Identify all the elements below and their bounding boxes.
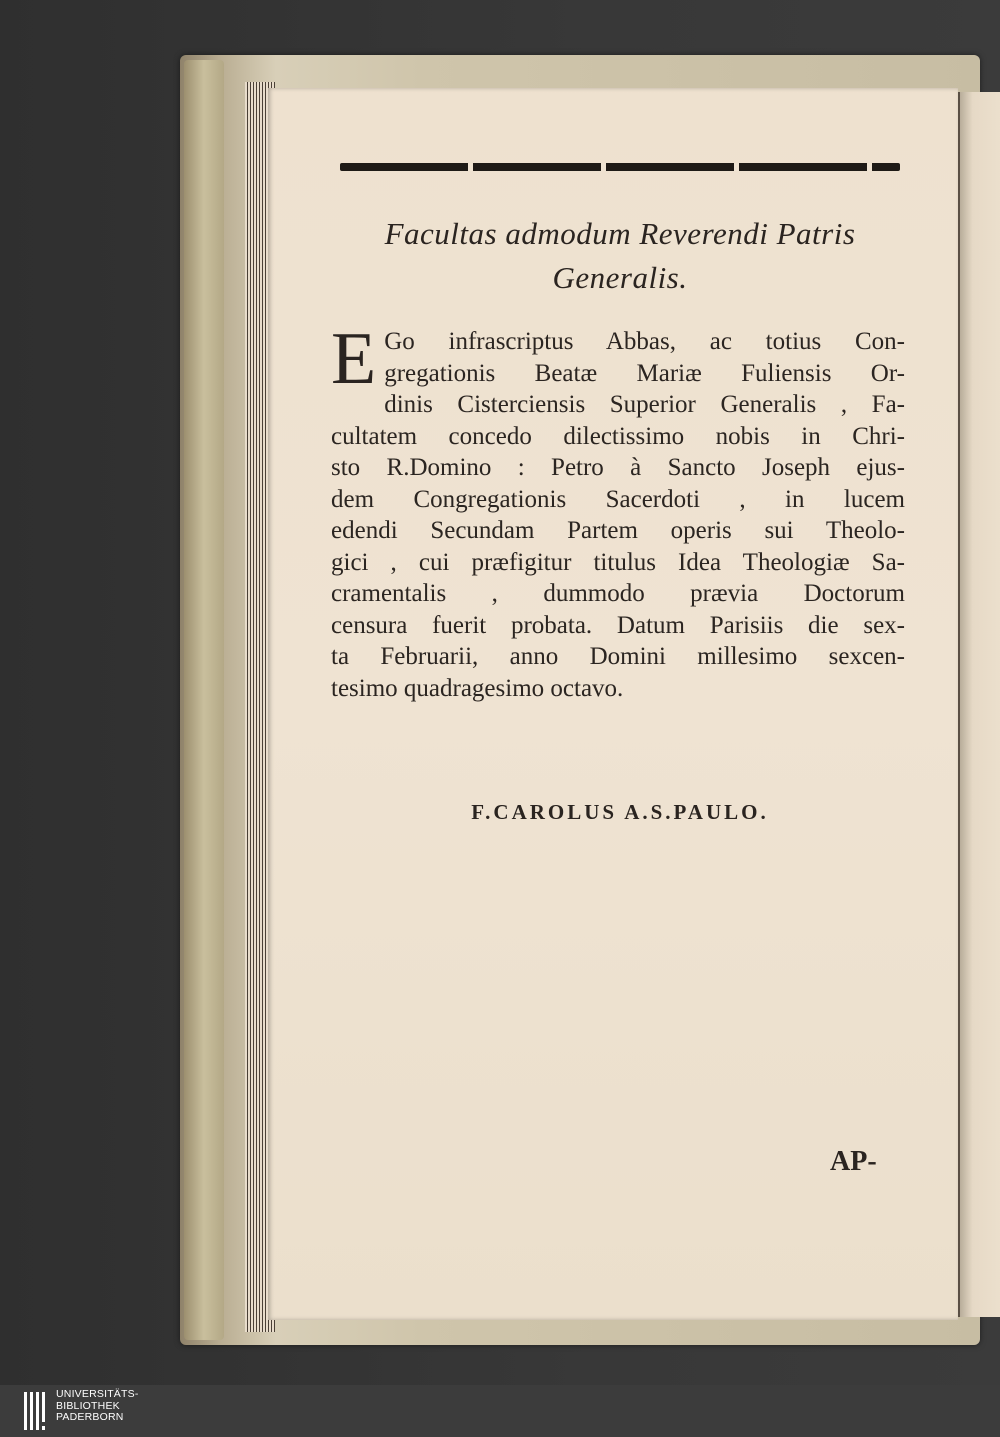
text-line: dinis Cisterciensis Superior Generalis , Fa- <box>384 391 905 418</box>
text-line: cramentalis , dummodo prævia Doctorum <box>331 580 905 607</box>
page-heading <box>330 212 910 300</box>
text-line: gici , cui præfigitur titulus Idea Theologiæ Sa- <box>331 548 905 576</box>
library-name-line-2: BIBLIOTHEK <box>56 1399 120 1412</box>
signature: F.CAROLUS A.S.PAULO. <box>471 800 769 824</box>
heading-line-2: Generalis. <box>552 260 688 295</box>
university-library-logo-icon <box>22 1388 52 1434</box>
text-line: gregationis Beatæ Mariæ Fuliensis Or- <box>384 359 905 387</box>
text-line: sto R.Domino : Petro à Sancto Joseph ejus- <box>331 454 905 481</box>
library-name-line-1: UNIVERSITÄTS- <box>56 1388 139 1400</box>
text-line: tesimo quadragesimo octavo. <box>331 674 624 702</box>
drop-cap-initial: E <box>331 318 377 400</box>
text-line: Go infrascriptus Abbas, ac totius Con- <box>384 328 905 355</box>
facing-page-edge <box>958 92 1000 1317</box>
text-line: censura fuerit probata. Datum Parisiis die sex- <box>331 611 905 639</box>
library-name-line-3: PADERBORN <box>56 1411 124 1423</box>
ornamental-top-rule <box>340 163 900 171</box>
text-line: ta Februarii, anno Domini millesimo sexcen- <box>331 643 905 670</box>
text-line: dem Congregationis Sacerdoti , in lucem <box>331 485 905 513</box>
book-spine-edge <box>184 60 224 1340</box>
license-text <box>331 318 905 704</box>
text-line: cultatem concedo dilectissimo nobis in Chri- <box>331 422 905 450</box>
footer-bar <box>0 1385 1000 1437</box>
library-name <box>56 1389 139 1424</box>
heading-line-1: Facultas admodum Reverendi Patris <box>384 216 856 251</box>
text-line: edendi Secundam Partem operis sui Theolo- <box>331 517 905 544</box>
catchword: AP- <box>830 1146 877 1177</box>
